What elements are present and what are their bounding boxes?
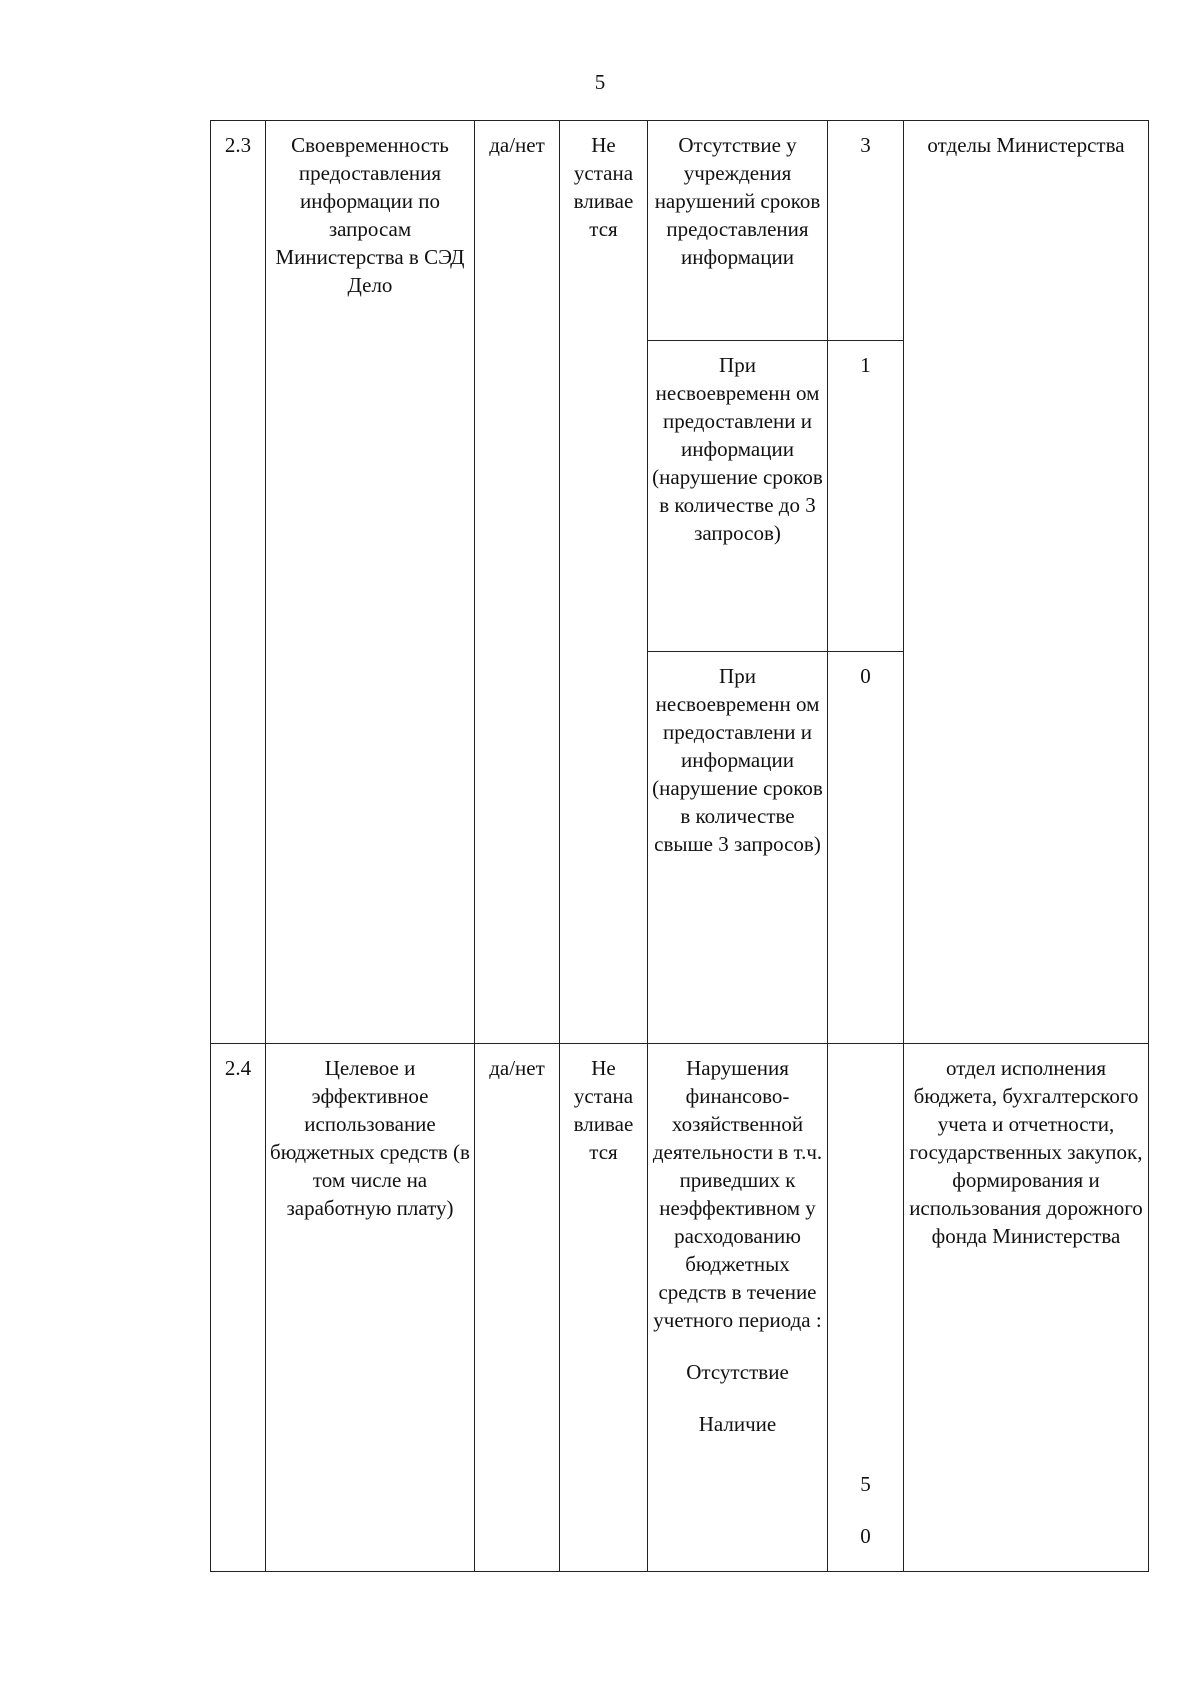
score-value: 5 bbox=[860, 1472, 871, 1496]
row-number: 2.4 bbox=[211, 1044, 266, 1572]
table-row bbox=[211, 121, 1149, 341]
score-spacer bbox=[832, 1054, 899, 1446]
responsible-cell: отделы Министерства bbox=[904, 121, 1149, 1044]
unit-cell: да/нет bbox=[475, 121, 560, 1044]
condition-option: Отсутствие bbox=[686, 1360, 789, 1384]
target-cell: Не устана вливае тся bbox=[560, 121, 648, 1044]
condition-cell bbox=[648, 1044, 828, 1572]
criterion-cell: Целевое и эффективное использование бюджетных средств (в том числе на заработную плату) bbox=[266, 1044, 475, 1572]
criteria-table bbox=[210, 120, 1149, 1572]
target-cell: Не устана вливае тся bbox=[560, 1044, 648, 1572]
condition-cell: Отсутствие у учреждения нарушений сроков предоставления информации bbox=[648, 121, 828, 341]
score-cell bbox=[828, 1044, 904, 1572]
condition-cell: При несвоевременн ом предоставлени и информации (нарушение сроков в количестве до 3 запросов) bbox=[648, 341, 828, 652]
table-row bbox=[211, 1044, 1149, 1572]
page-number: 5 bbox=[594, 70, 606, 94]
score-cell: 0 bbox=[828, 652, 904, 1044]
score-cell: 1 bbox=[828, 341, 904, 652]
criterion-cell: Своевременность предоставления информации по запросам Министерства в СЭД Дело bbox=[266, 121, 475, 1044]
condition-option: Наличие bbox=[698, 1412, 777, 1436]
condition-intro: Нарушения финансово-хозяйственной деятельности в т.ч. приведших к неэффективном у расходованию бюджетных средств в течение учетного периода : bbox=[652, 1056, 823, 1332]
unit-cell: да/нет bbox=[475, 1044, 560, 1572]
condition-cell: При несвоевременн ом предоставлени и информации (нарушение сроков в количестве свыше 3 запросов) bbox=[648, 652, 828, 1044]
responsible-cell: отдел исполнения бюджета, бухгалтерского учета и отчетности, государственных закупок, формирования и использования дорожного фонда Министерства bbox=[904, 1044, 1149, 1572]
row-number: 2.3 bbox=[211, 121, 266, 1044]
score-cell: 3 bbox=[828, 121, 904, 341]
score-value: 0 bbox=[860, 1524, 871, 1548]
